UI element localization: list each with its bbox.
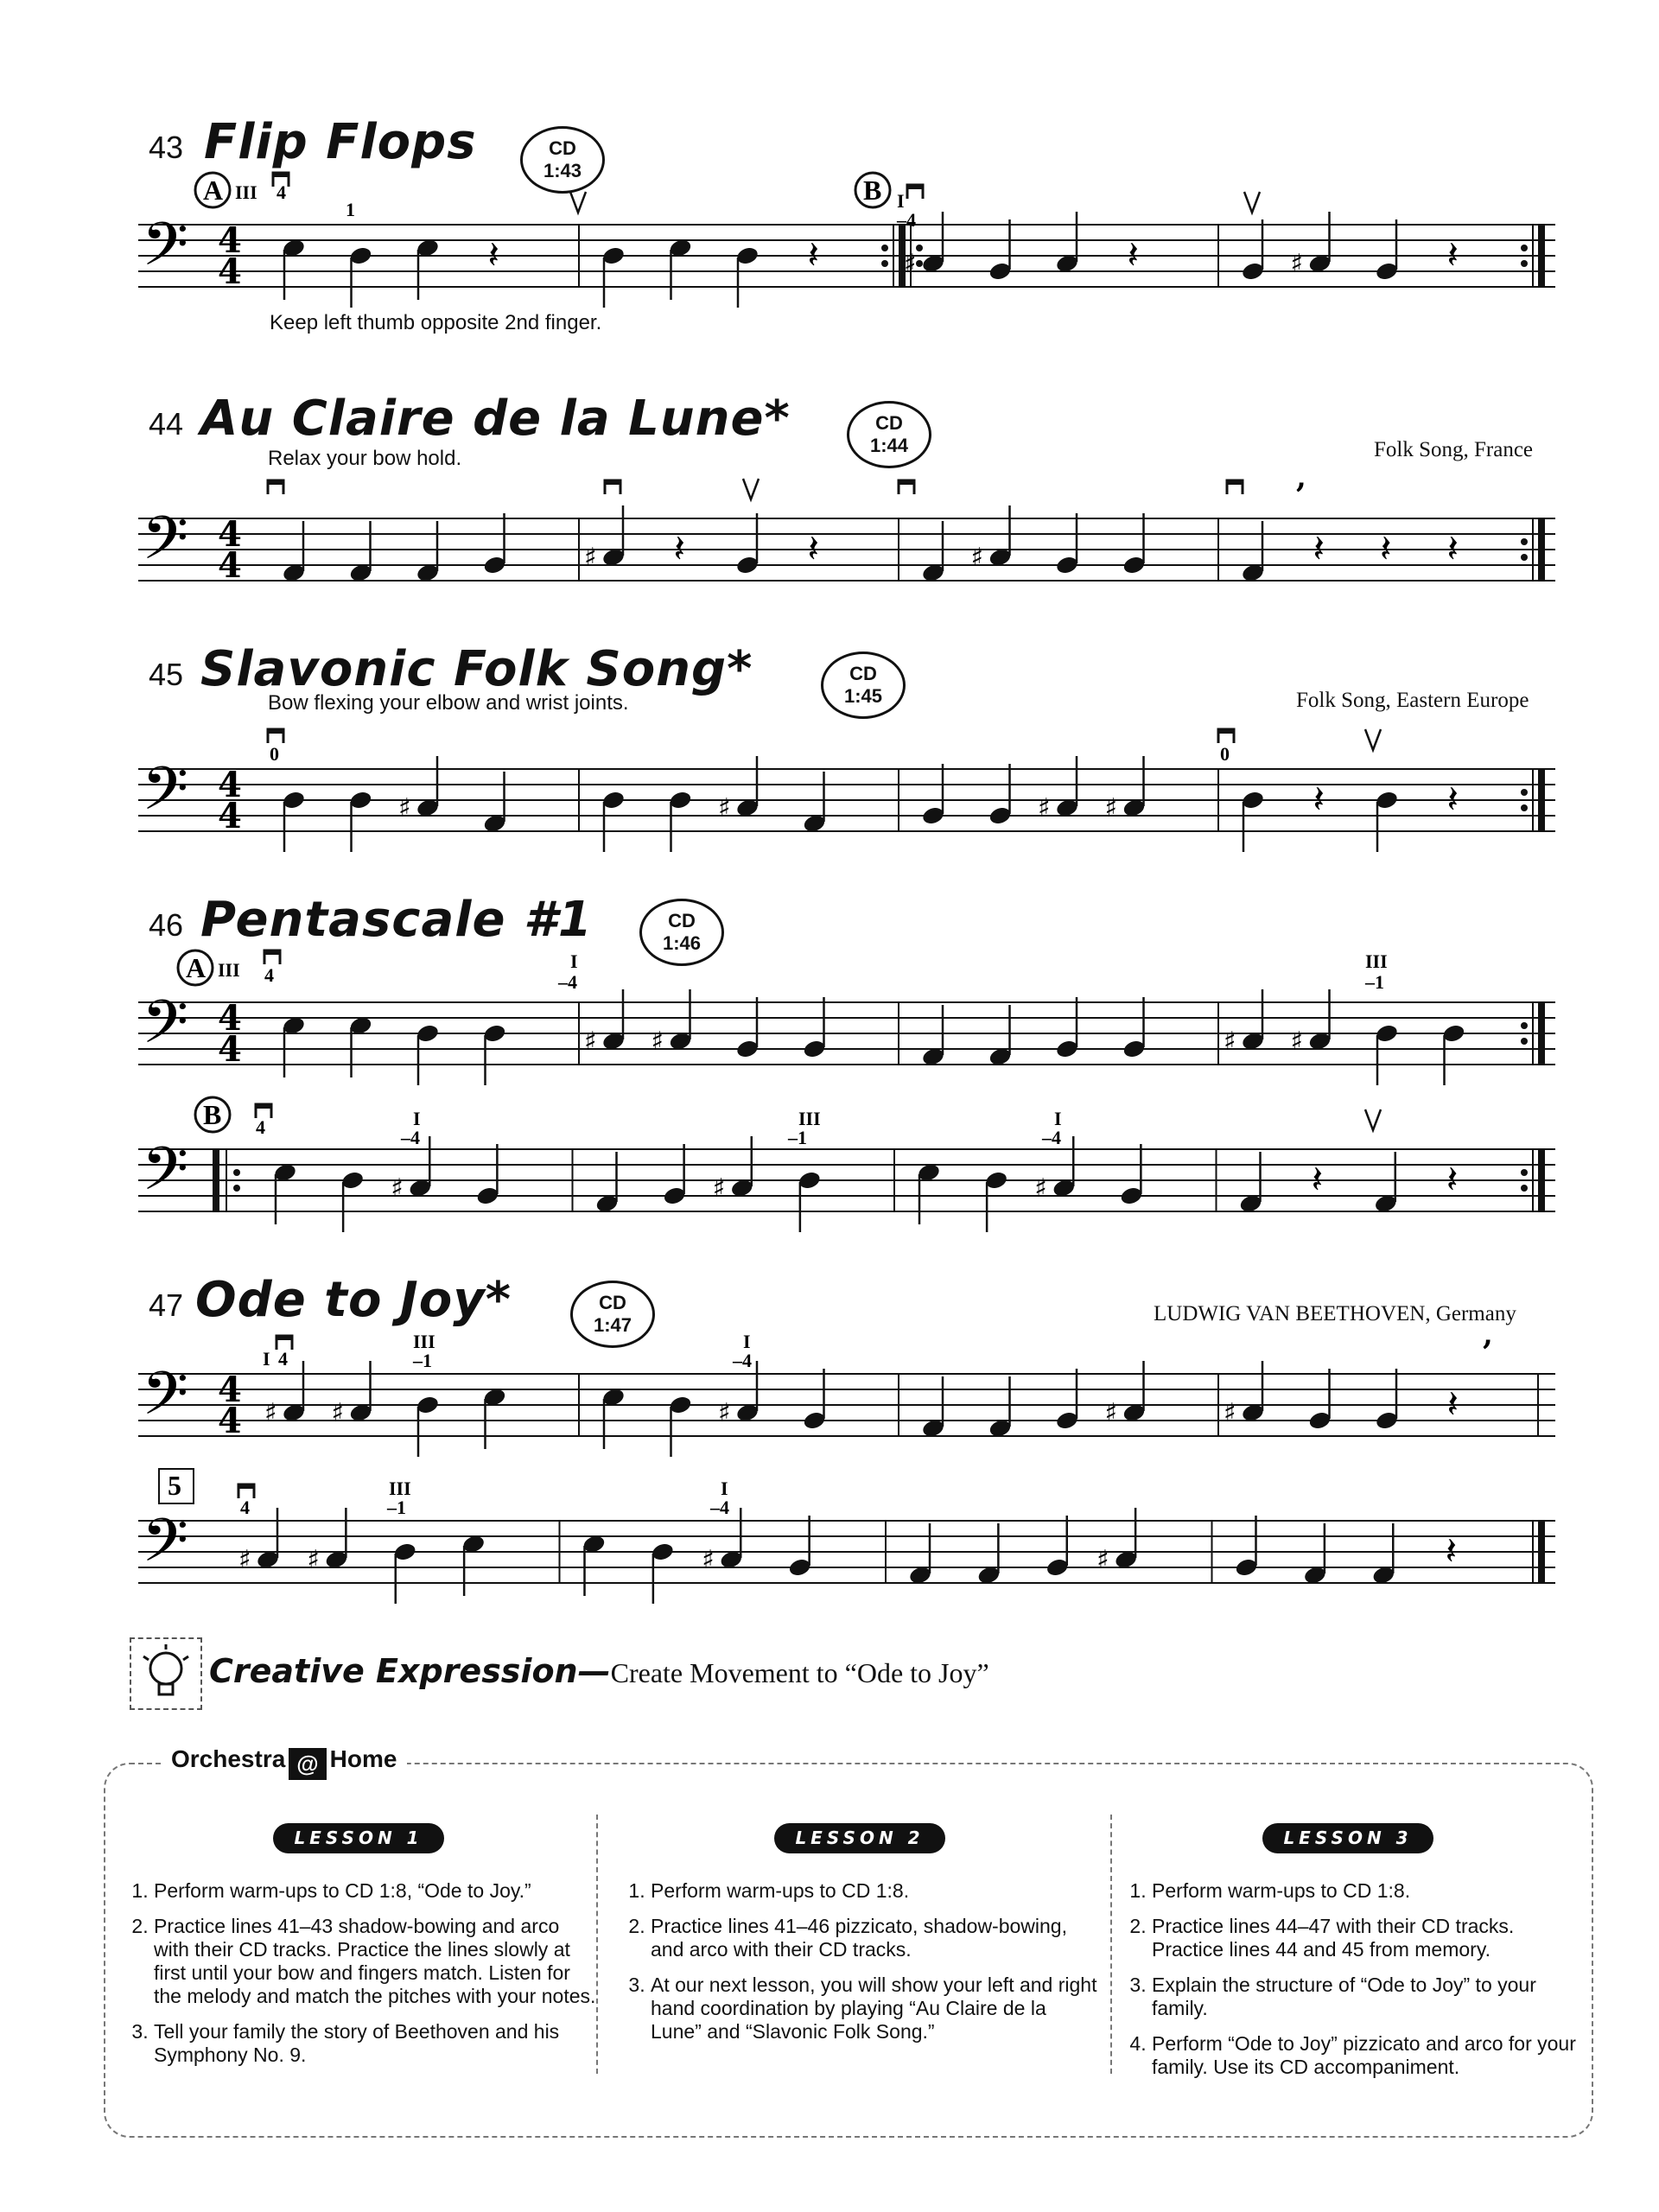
cd-track-badge: CD 1:45 — [821, 652, 906, 719]
fingering: –4 — [897, 209, 916, 231]
repeat-dot — [916, 260, 923, 267]
sharp-sign: ♯ — [712, 1173, 726, 1204]
string-marking: I — [413, 1108, 421, 1129]
time-signature: 4 — [218, 545, 242, 586]
fingering: –1 — [1365, 971, 1384, 993]
down-bow-icon — [273, 173, 289, 177]
string-marking: I — [897, 190, 905, 212]
fingering: –1 — [788, 1127, 807, 1148]
section-letter: A — [186, 952, 207, 983]
string-marking: III — [413, 1331, 435, 1352]
quarter-rest: 𝄽 — [807, 233, 819, 277]
lesson-item: 3. At our next lesson, you will show your left and right hand coordination by playing “Au Claire de la Lune” and “Slavonic Folk Song.” — [651, 1974, 1102, 2044]
lesson-column — [121, 1823, 596, 2079]
composer-credit: Folk Song, Eastern Europe — [1296, 689, 1529, 712]
repeat-dot — [1521, 1185, 1528, 1192]
column-divider — [596, 1815, 598, 2074]
repeat-dot — [1521, 260, 1528, 267]
sharp-sign: ♯ — [1034, 1173, 1047, 1204]
composer-credit: LUDWIG VAN BEETHOVEN, Germany — [1154, 1302, 1516, 1325]
bass-clef-icon: 𝄢 — [142, 1358, 189, 1443]
down-bow-icon — [256, 1104, 271, 1109]
down-bow-icon — [907, 185, 923, 189]
down-bow-icon — [268, 480, 283, 485]
music-staff — [138, 717, 1555, 847]
string-marking: I — [263, 1348, 270, 1370]
creative-subtitle: Create Movement to “Ode to Joy” — [610, 1657, 989, 1688]
exercise-number: 47 — [149, 1287, 184, 1323]
sharp-sign: ♯ — [702, 1545, 715, 1575]
lesson-pill: LESSON 1 — [273, 1823, 443, 1853]
exercise-number: 45 — [149, 657, 184, 692]
string-marking: I — [721, 1478, 728, 1499]
lesson-item: 2. Practice lines 41–46 pizzicato, shadow-bowing, and arco with their CD tracks. — [651, 1915, 1102, 1961]
exercise-number: 43 — [149, 130, 184, 165]
repeat-dot — [1521, 1169, 1528, 1176]
music-staff — [138, 1097, 1555, 1227]
repeat-dot — [1521, 245, 1528, 251]
string-marking: I — [570, 950, 578, 972]
time-signature: 4 — [218, 1370, 242, 1410]
time-signature: 4 — [218, 998, 242, 1039]
exercise-title: Ode to Joy* — [195, 1272, 512, 1328]
repeat-dot — [1521, 554, 1528, 561]
down-bow-icon — [238, 1484, 254, 1489]
fingering: –4 — [558, 971, 577, 993]
lesson-item: 3. Explain the structure of “Ode to Joy” to your family. — [1152, 1974, 1577, 2020]
exercise-instruction: Relax your bow hold. — [268, 447, 462, 470]
music-staff — [138, 461, 1555, 596]
cd-track-badge: CD 1:46 — [639, 899, 724, 966]
repeat-dot — [233, 1185, 240, 1192]
sharp-sign: ♯ — [1104, 793, 1118, 823]
bass-clef-icon: 𝄢 — [142, 1505, 189, 1590]
sharp-sign: ♯ — [331, 1398, 345, 1428]
creative-expression — [209, 1652, 989, 1690]
fingering: 0 — [1220, 743, 1230, 765]
down-bow-icon — [264, 950, 280, 955]
repeat-dot — [1521, 804, 1528, 811]
down-bow-icon — [276, 1336, 292, 1340]
sharp-sign: ♯ — [718, 1398, 731, 1428]
quarter-rest: 𝄽 — [1446, 1382, 1459, 1427]
breath-mark: , — [1483, 1318, 1493, 1352]
up-bow-icon — [570, 192, 586, 213]
time-signature: 4 — [218, 1029, 242, 1070]
cd-track-badge: CD 1:47 — [570, 1281, 655, 1348]
sharp-sign: ♯ — [391, 1173, 404, 1204]
lesson-pill: LESSON 2 — [774, 1823, 944, 1853]
repeat-dot — [1521, 789, 1528, 796]
down-bow-icon — [268, 729, 283, 734]
fingering: –4 — [401, 1127, 420, 1148]
quarter-rest: 𝄽 — [1380, 527, 1392, 571]
fingering: 4 — [276, 181, 286, 203]
sharp-sign: ♯ — [238, 1545, 251, 1575]
exercise-title: Au Claire de la Lune* — [200, 391, 791, 447]
up-bow-icon — [743, 479, 759, 499]
exercise-title: Flip Flops — [204, 114, 477, 170]
repeat-dot — [916, 245, 923, 251]
down-bow-icon — [899, 480, 914, 485]
breath-mark: , — [1296, 461, 1306, 495]
music-staff — [138, 1469, 1555, 1599]
repeat-dot — [1521, 538, 1528, 545]
fingering: 4 — [240, 1497, 250, 1518]
sharp-sign: ♯ — [1290, 1027, 1304, 1057]
quarter-rest: 𝄽 — [1446, 1158, 1459, 1202]
fingering: –4 — [733, 1350, 752, 1371]
quarter-rest: 𝄽 — [1445, 1529, 1458, 1573]
down-bow-icon — [1227, 480, 1243, 485]
quarter-rest: 𝄽 — [487, 233, 499, 277]
exercise-title: Slavonic Folk Song* — [200, 641, 753, 697]
time-signature: 4 — [218, 765, 242, 805]
lesson-item: 1. Perform warm-ups to CD 1:8. — [651, 1879, 1102, 1903]
string-marking: III — [235, 181, 257, 203]
sharp-sign: ♯ — [398, 793, 411, 823]
quarter-rest: 𝄽 — [1446, 778, 1459, 822]
bass-clef-icon: 𝄢 — [142, 753, 189, 838]
home-label-right: Home — [329, 1745, 397, 1772]
lesson-item: 1. Perform warm-ups to CD 1:8, “Ode to Joy.” — [154, 1879, 596, 1903]
bass-clef-icon: 𝄢 — [142, 503, 189, 588]
quarter-rest: 𝄽 — [1446, 233, 1459, 277]
time-signature: 4 — [218, 514, 242, 555]
lightbulb-icon — [130, 1637, 202, 1710]
music-staff — [138, 173, 1555, 302]
up-bow-icon — [1365, 729, 1381, 750]
section-letter: B — [863, 175, 882, 206]
lesson-item: 1. Perform warm-ups to CD 1:8. — [1152, 1879, 1577, 1903]
repeat-dot — [233, 1169, 240, 1176]
exercise-instruction: Bow flexing your elbow and wrist joints. — [268, 691, 629, 715]
fingering: 4 — [278, 1348, 288, 1370]
house-icon: @ — [289, 1748, 326, 1780]
orchestra-at-home-label — [161, 1745, 407, 1780]
exercise-number: 46 — [149, 907, 184, 943]
sharp-sign: ♯ — [1038, 793, 1051, 823]
string-marking: III — [798, 1108, 821, 1129]
fingering: –4 — [1042, 1127, 1061, 1148]
sharp-sign: ♯ — [651, 1027, 664, 1057]
sharp-sign: ♯ — [1224, 1027, 1236, 1057]
time-signature: 4 — [218, 251, 242, 292]
time-signature: 4 — [218, 796, 242, 836]
repeat-dot — [1521, 1038, 1528, 1045]
down-bow-icon — [605, 480, 620, 485]
sharp-sign: ♯ — [307, 1545, 320, 1575]
cd-track-badge: CD 1:43 — [520, 126, 605, 194]
sharp-sign: ♯ — [904, 249, 917, 279]
section-letter: B — [203, 1099, 222, 1130]
string-marking: I — [1054, 1108, 1062, 1129]
fingering: 4 — [264, 964, 274, 986]
section-letter: A — [203, 175, 224, 206]
lesson-item: 3. Tell your family the story of Beethoven and his Symphony No. 9. — [154, 2020, 596, 2067]
fingering: –4 — [710, 1497, 729, 1518]
fingering: –1 — [387, 1497, 406, 1518]
string-marking: I — [743, 1331, 751, 1352]
bass-clef-icon: 𝄢 — [142, 1134, 189, 1218]
fingering: –1 — [413, 1350, 432, 1371]
quarter-rest: 𝄽 — [807, 527, 819, 571]
creative-title: Creative Expression— — [209, 1652, 611, 1690]
string-marking: III — [218, 959, 240, 981]
music-staff — [138, 1318, 1555, 1452]
lesson-item: 4. Perform “Ode to Joy” pizzicato and arco for your family. Use its CD accompaniment. — [1152, 2032, 1577, 2079]
fingering: 4 — [256, 1116, 265, 1138]
fingering: 1 — [346, 199, 355, 220]
quarter-rest: 𝄽 — [1313, 527, 1325, 571]
sharp-sign: ♯ — [718, 793, 731, 823]
repeat-dot — [1521, 1022, 1528, 1029]
sharp-sign: ♯ — [1096, 1545, 1109, 1575]
string-marking: III — [1365, 950, 1388, 972]
string-marking: III — [389, 1478, 411, 1499]
lesson-column — [618, 1823, 1102, 2056]
measure-number: 5 — [168, 1470, 181, 1501]
exercise-instruction: Keep left thumb opposite 2nd finger. — [270, 311, 602, 334]
up-bow-icon — [1365, 1109, 1381, 1130]
bass-clef-icon: 𝄢 — [142, 987, 189, 1071]
quarter-rest: 𝄽 — [673, 527, 685, 571]
sharp-sign: ♯ — [264, 1398, 277, 1428]
sharp-sign: ♯ — [1224, 1398, 1236, 1428]
time-signature: 4 — [218, 1401, 242, 1441]
fingering: 0 — [270, 743, 279, 765]
lesson-item: 2. Practice lines 41–43 shadow-bowing and arco with their CD tracks. Practice the lines slowly at first until your bow and fingers match. Listen for the melody and match the pitches with your notes. — [154, 1915, 596, 2008]
bass-clef-icon: 𝄢 — [142, 209, 189, 294]
quarter-rest: 𝄽 — [1127, 233, 1139, 277]
exercise-number: 44 — [149, 406, 184, 442]
sharp-sign: ♯ — [1290, 249, 1304, 279]
exercise-title: Pentascale #1 — [200, 892, 593, 948]
cd-track-badge: CD 1:44 — [847, 401, 931, 468]
column-divider — [1110, 1815, 1112, 2074]
repeat-dot — [881, 260, 888, 267]
sharp-sign: ♯ — [584, 543, 597, 573]
quarter-rest: 𝄽 — [1446, 527, 1459, 571]
up-bow-icon — [1244, 192, 1260, 213]
sharp-sign: ♯ — [1104, 1398, 1118, 1428]
time-signature: 4 — [218, 220, 242, 261]
quarter-rest: 𝄽 — [1311, 1158, 1324, 1202]
lesson-item: 2. Practice lines 44–47 with their CD tracks. Practice lines 44 and 45 from memory. — [1152, 1915, 1577, 1961]
composer-credit: Folk Song, France — [1374, 438, 1534, 461]
down-bow-icon — [1218, 729, 1234, 734]
sharp-sign: ♯ — [970, 543, 984, 573]
quarter-rest: 𝄽 — [1313, 778, 1325, 822]
sharp-sign: ♯ — [584, 1027, 597, 1057]
music-staff — [138, 950, 1555, 1080]
lesson-pill: LESSON 3 — [1262, 1823, 1433, 1853]
repeat-dot — [881, 245, 888, 251]
home-label-left: Orchestra — [171, 1745, 286, 1772]
lesson-column — [1119, 1823, 1577, 2091]
